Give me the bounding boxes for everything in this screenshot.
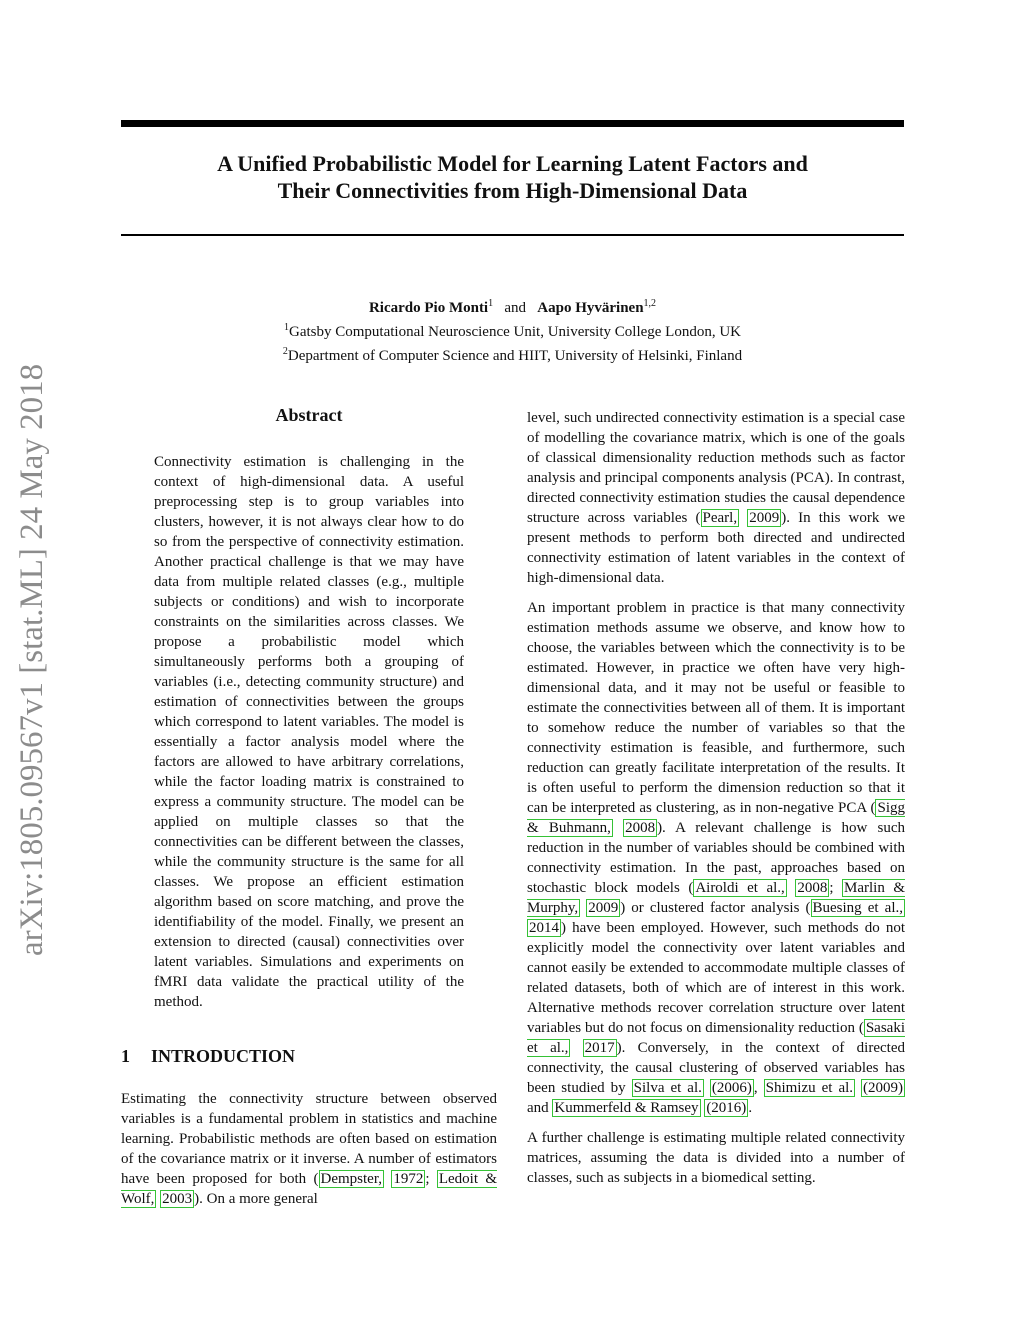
citation-link[interactable]: Ledoit & Wolf,	[121, 1171, 497, 1207]
citation-year-link[interactable]: 2009	[588, 900, 619, 916]
paragraph-2	[527, 598, 905, 1118]
abstract-heading: Abstract	[275, 405, 343, 425]
author-conjunction: and	[504, 300, 527, 316]
text-run: ,	[753, 1080, 764, 1096]
author-1: Ricardo Pio Monti	[368, 300, 489, 316]
affiliation-2	[121, 342, 904, 366]
right-column-body	[527, 408, 905, 1198]
citation-link[interactable]: Sasaki et al.,	[527, 1020, 905, 1056]
citation-year-link[interactable]: 2014	[529, 920, 559, 936]
abstract-text: Connectivity estimation is challenging in the context of high-dimensional data. A useful preprocessing step is to group variables into clusters, however, it is not always clear how to do so from the perspective of connectivity estimation. Another practical challenge is that we may have data from multiple related classes (e.g., multiple subjects or conditions) and wish to incorporate constraints on the similarities across classes. We propose a probabilistic model which simultaneously performs both a grouping of variables (i.e., detecting community structure) and estimation of connectivities between the groups which correspond to latent variables. The model is essentially a factor analysis model where the factors are allowed to have arbitrary correlations, while the factor loading matrix is constrained to express a community structure. The model can be applied on multiple classes so that the connectivities can be different between the classes, while the community structure is the same for all classes. We propose an efficient estimation algorithm based on score matching, and prove the identifiability of the model. Finally, we present an extension to directed (causal) connectivities over latent variables. Simulations and experiments on fMRI data validate the practical utility of the method.	[154, 454, 464, 1010]
text-run: ). A relevant challenge is how such reduction in the number of variables should be combined with connectivity estimation. In the past, approaches based on stochastic block models (	[527, 820, 906, 896]
paragraph-1	[527, 408, 905, 588]
text-run: An important problem in practice is that many connectivity estimation methods assume we observe, and know how to choose, the variables between which the connectivity is to be estimated. However, in practice we often have very high-dimensional data, and it may not be useful or feasible to estimate the connectivities between all of them. It is important to somehow reduce the number of variables so that the connectivity estimation is feasible, and furthermore, such reduction can greatly facilitate interpretation of the results. It is often useful to perform the dimension reduction so that it can be interpreted as clustering, as in non-negative PCA (	[527, 600, 905, 816]
title-line-2: Their Connectivities from High-Dimensional Data	[277, 178, 748, 203]
citation-year-link[interactable]: 2008	[625, 820, 656, 836]
paragraph-3: A further challenge is estimating multiple related connectivity matrices, assuming the data is divided into a number of classes, such as subjects in a biomedical setting.	[527, 1130, 905, 1186]
affiliation-1	[121, 318, 904, 342]
text-run: Estimating the connectivity structure between observed variables is a fundamental problem in statistics and machine learning. Probabilistic methods are often based on estimation of the covariance matrix or it inverse. A number of estimators have been proposed for both (	[121, 1091, 497, 1187]
citation-link[interactable]: Silva et al.	[633, 1080, 702, 1096]
text-run: ) have been employed. However, such methods do not explicitly model the connectivity over latent variables and cannot easily be extended to accommodate multiple classes of related datasets, both of which are of interest in this work. Alternative methods recover correlation structure over latent variables but do not focus on dimensionality reduction (	[527, 920, 905, 1036]
citation-link[interactable]: Dempster,	[320, 1171, 382, 1187]
section-heading-introduction	[121, 1046, 496, 1067]
paper-title	[121, 150, 904, 204]
author-block	[121, 294, 904, 366]
text-run: ;	[425, 1171, 437, 1187]
intro-paragraph-1	[121, 1089, 497, 1209]
affiliation-1-mark: 1	[284, 322, 289, 333]
text-run: ). On a more general	[194, 1191, 318, 1207]
citation-link[interactable]: Airoldi et al.,	[695, 880, 785, 896]
citation-link[interactable]: Shimizu et al.	[765, 1080, 854, 1096]
text-run: ). In this work we present methods to perform both directed and undirected connectivity estimation of latent variables in the context of high-dimensional data.	[527, 510, 906, 586]
text-run: ). Conversely, in the context of directed connectivity, the causal clustering of observed variables has been studied by	[527, 1040, 905, 1096]
affiliation-2-mark: 2	[282, 346, 288, 357]
citation-year-link[interactable]: (2006)	[711, 1080, 752, 1096]
text-run: level, such undirected connectivity estimation is a special case of modelling the covariance matrix, which is one of the goals of classical dimensionality reduction methods such as factor analysis and principal components analysis (PCA). In contrast, directed connectivity estimation studies the causal dependence structure across variables (	[527, 410, 905, 526]
text-run: and	[527, 1100, 553, 1116]
citation-year-link[interactable]: (2009)	[863, 1080, 904, 1096]
section-title: INTRODUCTION	[151, 1046, 296, 1066]
author-2: Aapo Hyvärinen	[537, 300, 644, 316]
affiliation-2-text: Department of Computer Science and HIIT, University of Helsinki, Finland	[287, 348, 743, 364]
citation-link[interactable]: Pearl,	[702, 510, 738, 526]
author-1-affil: 1	[488, 298, 494, 309]
citation-link[interactable]: Buesing et al.,	[812, 900, 903, 916]
citation-year-link[interactable]: 2008	[797, 880, 828, 896]
citation-year-link[interactable]: 2017	[584, 1040, 615, 1056]
title-bottom-rule	[121, 234, 904, 236]
author-2-affil: 1,2	[643, 298, 657, 309]
citation-year-link[interactable]: (2016)	[706, 1100, 747, 1116]
title-line-1: A Unified Probabilistic Model for Learning Latent Factors and	[217, 151, 808, 176]
citation-link[interactable]: Marlin & Murphy,	[527, 880, 905, 916]
citation-year-link[interactable]: 1972	[393, 1171, 424, 1187]
arxiv-identifier: arXiv:1805.09567v1 [stat.ML] 24 May 2018	[14, 363, 50, 956]
citation-year-link[interactable]: 2003	[162, 1191, 193, 1207]
title-top-rule	[121, 120, 904, 127]
text-run: ;	[829, 880, 842, 896]
citation-link[interactable]: Kummerfeld & Ramsey	[554, 1100, 699, 1116]
citation-year-link[interactable]: 2009	[749, 510, 780, 526]
affiliation-1-text: Gatsby Computational Neuroscience Unit, University College London, UK	[289, 324, 741, 340]
left-column-body	[121, 1089, 497, 1219]
text-run: .	[748, 1100, 753, 1116]
author-line	[121, 294, 904, 318]
citation-link[interactable]: Sigg & Buhmann,	[527, 800, 905, 836]
text-run: ) or clustered factor analysis (	[620, 900, 811, 916]
section-number: 1	[121, 1046, 130, 1066]
